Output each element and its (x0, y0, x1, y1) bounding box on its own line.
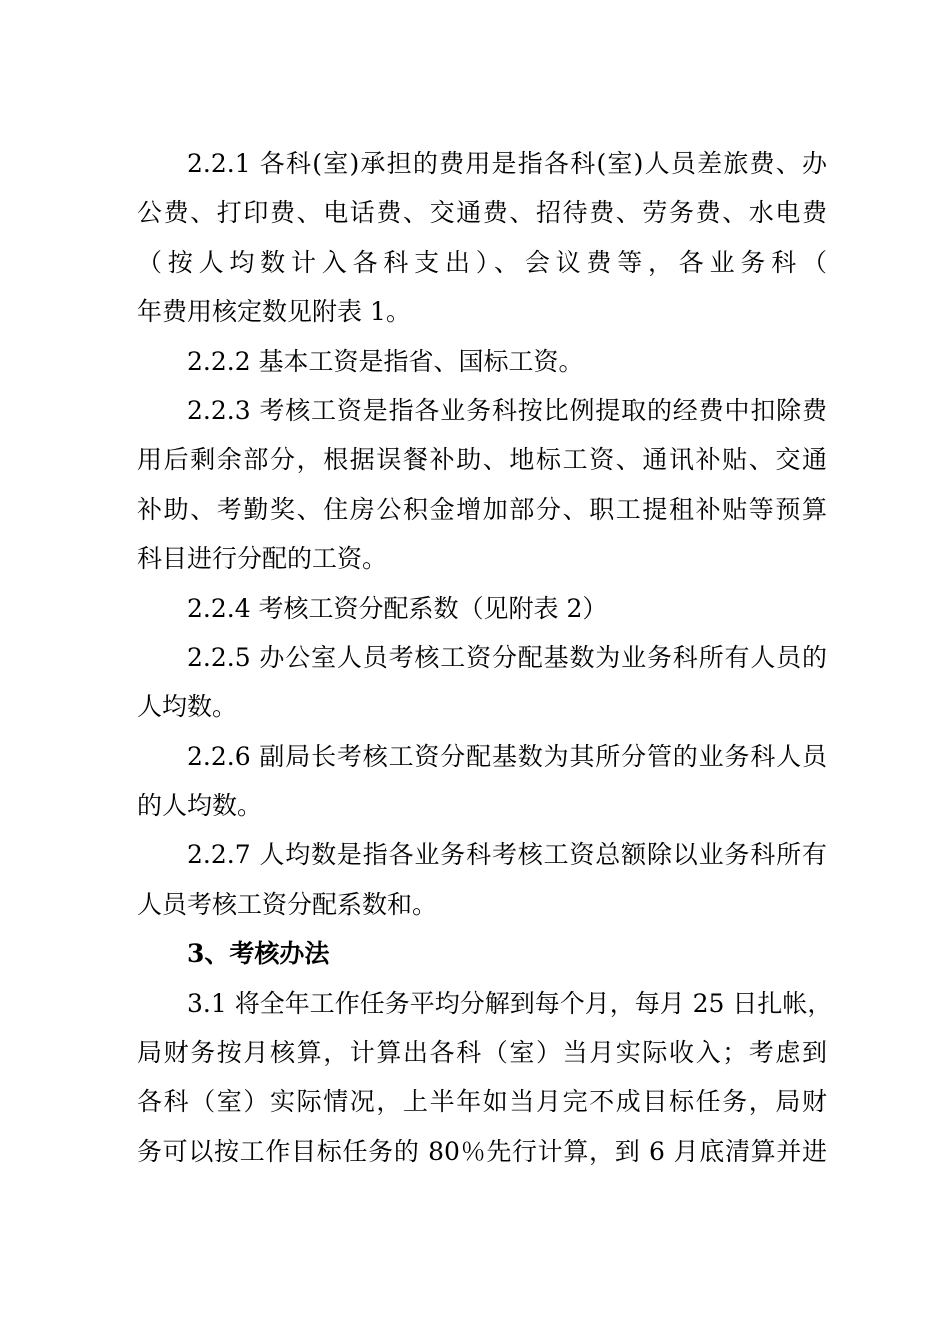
paragraph-2-2-5-line-2: 人均数。 (137, 692, 238, 722)
paragraph-2-2-7-line-1: 2.2.7 人均数是指各业务科考核工资总额除以业务科所有 (187, 840, 827, 870)
paragraph-2-2-3-line-4: 科目进行分配的工资。 (137, 544, 388, 574)
section-heading-3: 3、考核办法 (187, 939, 330, 969)
paragraph-2-2-5-line-1: 2.2.5 办公室人员考核工资分配基数为业务科所有人员的 (187, 642, 827, 672)
paragraph-2-2-3-line-1: 2.2.3 考核工资是指各业务科按比例提取的经费中扣除费 (187, 395, 827, 425)
document-body (137, 139, 833, 1176)
paragraph-3-1-line-1: 3.1 将全年工作任务平均分解到每个月，每月 25 日扎帐， (187, 988, 833, 1018)
paragraph-2-2-3-line-3: 补助、考勤奖、住房公积金增加部分、职工提租补贴等预算 (137, 494, 827, 524)
paragraph-2-2-1-line-1: 2.2.1 各科(室)承担的费用是指各科(室)人员差旅费、办 (187, 149, 827, 178)
paragraph-2-2-2: 2.2.2 基本工资是指省、国标工资。 (187, 346, 584, 376)
paragraph-3-1-line-4: 务可以按工作目标任务的 80％先行计算，到 6 月底清算并进 (137, 1136, 827, 1166)
paragraph-2-2-6-line-2: 的人均数。 (137, 791, 263, 821)
paragraph-3-1-line-3: 各科（室）实际情况，上半年如当月完不成目标任务，局财 (137, 1087, 827, 1117)
paragraph-2-2-7-line-2: 人员考核工资分配系数和。 (137, 889, 438, 919)
paragraph-2-2-3-line-2: 用后剩余部分，根据误餐补助、地标工资、通讯补贴、交通 (137, 445, 827, 475)
paragraph-2-2-1-line-4: 年费用核定数见附表 1。 (137, 297, 411, 327)
paragraph-2-2-1-line-2: 公费、打印费、电话费、交通费、招待费、劳务费、水电费 (137, 198, 827, 228)
paragraph-2-2-6-line-1: 2.2.6 副局长考核工资分配基数为其所分管的业务科人员 (187, 741, 827, 771)
paragraph-2-2-1-line-3: （按人均数计入各科支出）、会议费等，各业务科（ (137, 247, 827, 277)
paragraph-2-2-4: 2.2.4 考核工资分配系数（见附表 2） (187, 593, 608, 623)
paragraph-3-1-line-2: 局财务按月核算，计算出各科（室）当月实际收入；考虑到 (137, 1038, 827, 1068)
